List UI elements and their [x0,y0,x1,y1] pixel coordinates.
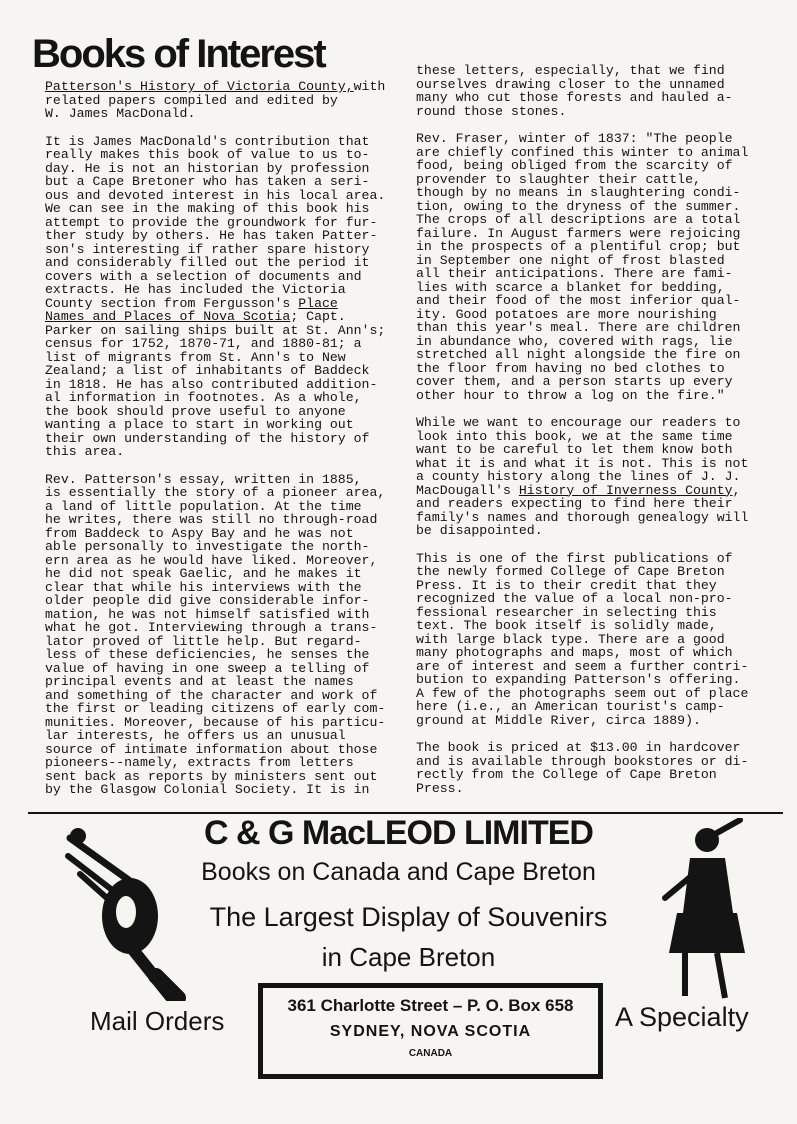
ad-tagline: Books on Canada and Cape Breton [201,858,596,886]
article-left-column [45,80,395,811]
ad-location-line: in Cape Breton [321,942,496,972]
review-paragraph-1 [45,135,395,459]
review-paragraph-4 [416,416,761,538]
review-paragraph-3: these letters, especially, that we find ourselves drawing closer to the unnamed many who cut those forests and hauled a- round those stones. [416,63,733,119]
street-address: 361 Charlotte Street – P. O. Box 658 [287,996,574,1015]
page-title: Books of Interest [32,32,325,76]
paragraph-text: It is James MacDonald's contribution that really makes this book of value to us to- day. He is not an historian by profession but a Cape Bretoner who has taken a seri- ous and devoted interest in his local area. We can see in the making of this book his attempt to provide the groundwork for fur- ther study by others. He has taken Patter- son's interesting if rather spare history and considerably filled out the period it covers with a selection of documents and extracts. He has included the Victoria County section from Fergusson's [45,133,386,311]
advertisement [0,812,797,1124]
review-paragraph-5: This is one of the first publications of the newly formed College of Cape Breton Press. It is to their credit that they recognized the value of a local non-pro- fessional researcher in selecting this text. The book itself is solidly made, with large black type. There are a good many photographs and maps, most of which are of interest and seem a further contri- bution to expanding Patterson's offering. A few of the photographs seem out of place here (i.e., an American tourist's camp- ground at Middle River, circa 1889). [416,550,749,728]
paragraph-text: While we want to encourage our readers to look into this book, we at the same time want to be careful to let them know both what it is and what it is not. This is not a county history along the lines of J. J. MacDougall's [416,415,749,498]
book-heading [45,80,395,121]
specialty-text: A Specialty [615,1002,749,1032]
review-paragraph-2: Rev. Patterson's essay, written in 1885, is essentially the story of a pioneer area, a land of little population. At the time he writes, there was still no through-road from Baddeck to Aspy Bay and he was not able personally to investigate the north- ern area as he would have liked. Moreover, he did not speak Gaelic, and he makes it clear that while his interviews with the older people did give considerable infor- mation, he was not himself satisfied with what he got. Interviewing through a trans- lator proved of little help. But regard- less of these deficiencies, he senses the value of having in one sweep a telling of principal events and at least the names and something of the character and work of the first or leading citizens of early com- munities. Moreover, because of his particu- lar interests, he offers us an unusual source of intimate information about those pioneers--namely, extracts from letters sent back as reports by ministers sent out by the Glasgow Colonial Society. It is in [45,471,386,797]
inverness-history-title: History of Inverness County [518,482,733,498]
price-paragraph: The book is priced at $13.00 in hardcover and is available through bookstores or di- rectly from the College of Cape Breton Press. [416,740,749,796]
company-name: C & G MacLEOD LIMITED [204,814,593,852]
fraser-quote: Rev. Fraser, winter of 1837: "The people are chiefly confined this winter to animal food, being obliged from the scarcity of provender to slaughter their cattle, though by no means in slaughtering condi- tion, owing to the dryness of the summer. The crops of all descriptions are a total failure. In August farmers were rejoicing in the prospects of a plentiful crop; but in September one night of frost blasted all their anticipations. There are fami- lies with scarce a blanket for bedding, and their food of the most inferior qual- ity. Good potatoes are more nourishing than this year's meal. There are children in abundance who, covered with rags, lie stretched all night alongside the fire on the floor from having no bed clothes to cover them, and a person starts up every other hour to throw a log on the fire." [416,131,749,403]
paragraph-text: ; Capt. Parker on sailing ships built at St. Ann's; census for 1752, 1870-71, and 1880-81; a list of migrants from St. Ann's to New Zealand; a list of inhabitants of Baddeck in 1818. He has also contributed addition- al information in footnotes. As a whole, the book should prove useful to anyone wanting a place to start in working out their own understanding of the history of this area. [45,309,386,459]
paragraph-text: , and readers expecting to find here their family's names and thorough genealogy will be disappointed. [416,482,749,538]
place-names-title: Place Names and Places of Nova Scotia [45,295,338,324]
address-box [258,983,603,1079]
book-heading-rest: with related papers compiled and edited by W. James MacDonald. [45,79,386,121]
book-title-link: Patterson's History of Victoria County, [45,79,354,94]
country: CANADA [408,1048,453,1059]
article-right-column [416,64,761,809]
city-province: SYDNEY, NOVA SCOTIA [329,1023,532,1040]
mail-orders-text: Mail Orders [90,1006,225,1036]
ad-souvenirs-line: The Largest Display of Souvenirs [209,902,608,932]
